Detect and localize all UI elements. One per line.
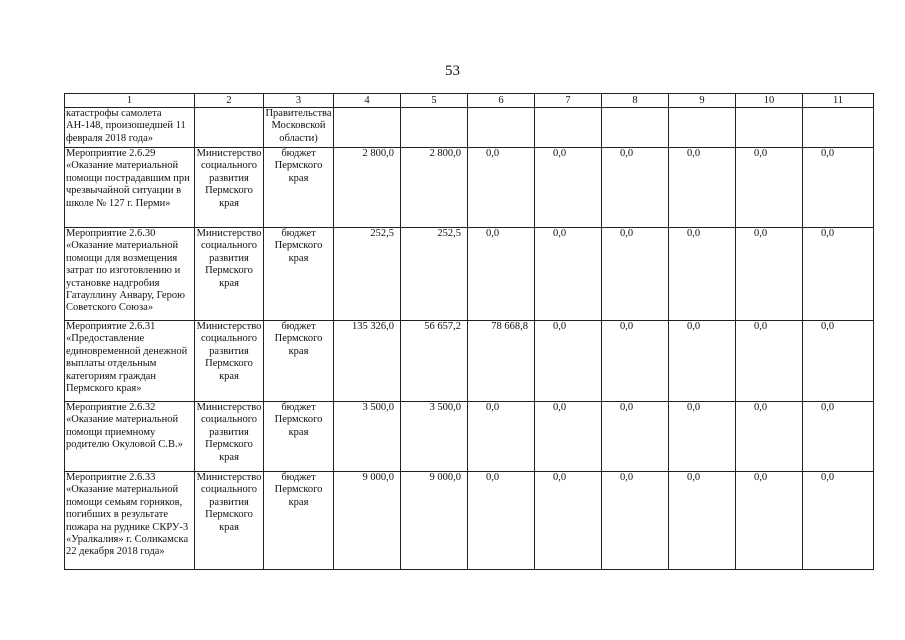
value-cell: 0,0 [468,148,535,228]
value-cell [535,108,602,148]
value-cell: 0,0 [602,472,669,570]
value-cell: 252,5 [401,228,468,321]
value-cell: 0,0 [669,148,736,228]
value-cell: 135 326,0 [334,321,401,402]
value-cell: 0,0 [669,228,736,321]
value-cell: 0,0 [803,472,874,570]
value-cell: 0,0 [736,321,803,402]
funding-source-cell: бюджет Пермского края [264,472,334,570]
value-cell: 0,0 [803,402,874,472]
value-cell: 0,0 [535,472,602,570]
measure-name-cell: Мероприятие 2.6.33 «Оказание материальной помощи семьям горняков, погибших в результате пожара на руднике СКРУ-3 «Уралкалия» г. Соликамска 22 декабря 2018 года» [65,472,195,570]
measure-name-cell: катастрофы самолета АН-148, произошедшей 11 февраля 2018 года» [65,108,195,148]
executor-cell: Министерство социального развития Пермского края [195,472,264,570]
table-row [65,148,874,228]
executor-cell: Министерство социального развития Пермского края [195,148,264,228]
value-cell: 0,0 [602,148,669,228]
value-cell [803,108,874,148]
value-cell: 0,0 [535,321,602,402]
funding-source-cell: бюджет Пермского края [264,228,334,321]
value-cell: 0,0 [669,402,736,472]
value-cell: 0,0 [602,228,669,321]
value-cell: 0,0 [736,402,803,472]
value-cell: 0,0 [535,402,602,472]
value-cell [468,108,535,148]
funding-source-cell: бюджет Пермского края [264,402,334,472]
value-cell: 0,0 [736,148,803,228]
column-header: 3 [264,94,334,108]
column-header: 9 [669,94,736,108]
column-header: 1 [65,94,195,108]
value-cell [736,108,803,148]
value-cell: 0,0 [803,148,874,228]
value-cell: 0,0 [736,472,803,570]
column-header: 8 [602,94,669,108]
table-row [65,472,874,570]
budget-table [64,93,874,570]
value-cell [334,108,401,148]
value-cell: 0,0 [803,228,874,321]
column-header: 6 [468,94,535,108]
table-row [65,321,874,402]
value-cell: 56 657,2 [401,321,468,402]
measure-name-cell: Мероприятие 2.6.29 «Оказание материальной помощи пострадавшим при чрезвычайной ситуации в школе № 127 г. Перми» [65,148,195,228]
value-cell: 0,0 [535,228,602,321]
executor-cell: Министерство социального развития Пермского края [195,402,264,472]
executor-cell [195,108,264,148]
measure-name-cell: Мероприятие 2.6.32 «Оказание материальной помощи приемному родителю Окуловой С.В.» [65,402,195,472]
value-cell: 0,0 [736,228,803,321]
value-cell: 0,0 [602,321,669,402]
executor-cell: Министерство социального развития Пермского края [195,228,264,321]
value-cell: 0,0 [669,321,736,402]
value-cell: 0,0 [468,228,535,321]
value-cell: 3 500,0 [401,402,468,472]
column-header: 5 [401,94,468,108]
page-number: 53 [445,63,460,79]
measure-name-cell: Мероприятие 2.6.30 «Оказание материальной помощи для возмещения затрат по изготовлению и установке надгробия Гатауллину Анвару, Герою Советского Союза» [65,228,195,321]
value-cell [669,108,736,148]
value-cell: 0,0 [535,148,602,228]
column-header: 7 [535,94,602,108]
value-cell: 0,0 [468,472,535,570]
funding-source-cell: Правительства Московской области) [264,108,334,148]
funding-source-cell: бюджет Пермского края [264,148,334,228]
column-header: 4 [334,94,401,108]
value-cell: 78 668,8 [468,321,535,402]
value-cell [401,108,468,148]
value-cell: 3 500,0 [334,402,401,472]
value-cell: 9 000,0 [334,472,401,570]
executor-cell: Министерство социального развития Пермского края [195,321,264,402]
value-cell: 2 800,0 [401,148,468,228]
table-row [65,228,874,321]
value-cell: 252,5 [334,228,401,321]
value-cell: 2 800,0 [334,148,401,228]
table-row [65,108,874,148]
value-cell: 0,0 [803,321,874,402]
column-header: 10 [736,94,803,108]
value-cell: 0,0 [669,472,736,570]
funding-source-cell: бюджет Пермского края [264,321,334,402]
measure-name-cell: Мероприятие 2.6.31 «Предоставление единовременной денежной выплаты отдельным категориям граждан Пермского края» [65,321,195,402]
value-cell: 0,0 [468,402,535,472]
header-row [65,94,874,108]
value-cell [602,108,669,148]
value-cell: 9 000,0 [401,472,468,570]
table-row [65,402,874,472]
column-header: 2 [195,94,264,108]
column-header: 11 [803,94,874,108]
value-cell: 0,0 [602,402,669,472]
